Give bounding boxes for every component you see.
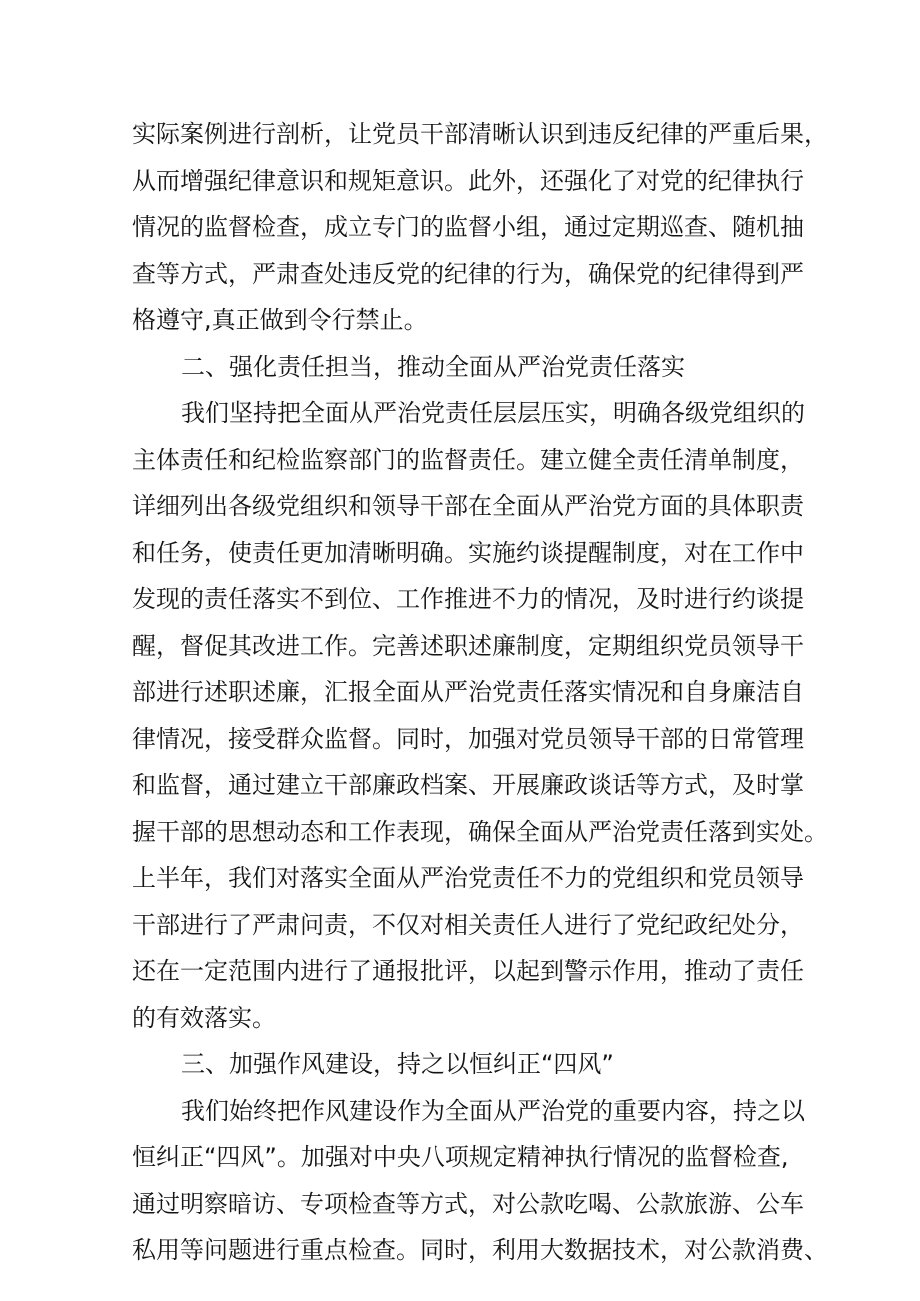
text-line: 私用等问题进行重点检查。同时，利用大数据技术，对公款消费、	[132, 1236, 828, 1264]
text-line: 从而增强纪律意识和规矩意识。此外，还强化了对党的纪律执行	[132, 166, 804, 195]
paragraph-first-line: 我们坚持把全面从严治党责任层层压实，明确各级党组织的	[181, 399, 805, 427]
text-line: 的有效落实。	[132, 1003, 276, 1032]
text-line: 还在一定范围内进行了通报批评，以起到警示作用，推动了责任	[132, 957, 804, 985]
text-line: 格遵守,真正做到令行禁止。	[132, 306, 428, 334]
text-line: 上半年，我们对落实全面从严治党责任不力的党组织和党员领导	[132, 864, 804, 892]
text-line: 发现的责任落实不到位、工作推进不力的情况，及时进行约谈提	[132, 585, 804, 613]
text-line: 部进行述职述廉，汇报全面从严治党责任落实情况和自身廉洁自	[132, 678, 804, 706]
text-line: 律情况，接受群众监督。同时，加强对党员领导干部的日常管理	[132, 724, 804, 753]
text-line: 干部进行了严肃问责，不仅对相关责任人进行了党纪政纪处分，	[132, 910, 804, 939]
section-heading-3: 三、加强作风建设，持之以恒纠正“四风”	[181, 1050, 614, 1078]
text-line: 主体责任和纪检监察部门的监督责任。建立健全责任清单制度，	[132, 445, 804, 474]
text-line: 实际案例进行剖析，让党员干部清晰认识到违反纪律的严重后果，	[132, 120, 828, 148]
paragraph-first-line: 我们始终把作风建设作为全面从严治党的重要内容，持之以	[181, 1096, 805, 1125]
document-body	[132, 111, 828, 1274]
section-heading-2: 二、强化责任担当，推动全面从严治党责任落实	[181, 352, 685, 381]
text-line: 醒，督促其改进工作。完善述职述廉制度，定期组织党员领导干	[132, 631, 804, 660]
text-line: 和任务，使责任更加清晰明确。实施约谈提醒制度，对在工作中	[132, 538, 804, 567]
text-line: 和监督，通过建立干部廉政档案、开展廉政谈话等方式，及时掌	[132, 771, 804, 799]
text-line: 情况的监督检查，成立专门的监督小组，通过定期巡查、随机抽	[132, 213, 804, 241]
text-line: 通过明察暗访、专项检查等方式，对公款吃喝、公款旅游、公车	[132, 1189, 804, 1218]
text-line: 查等方式，严肃查处违反党的纪律的行为，确保党的纪律得到严	[132, 259, 804, 288]
text-line: 恒纠正“四风”。加强对中央八项规定精神执行情况的监督检查,	[132, 1143, 789, 1171]
text-line: 详细列出各级党组织和领导干部在全面从严治党方面的具体职责	[132, 492, 804, 520]
text-line: 握干部的思想动态和工作表现，确保全面从严治党责任落到实处。	[132, 817, 828, 846]
